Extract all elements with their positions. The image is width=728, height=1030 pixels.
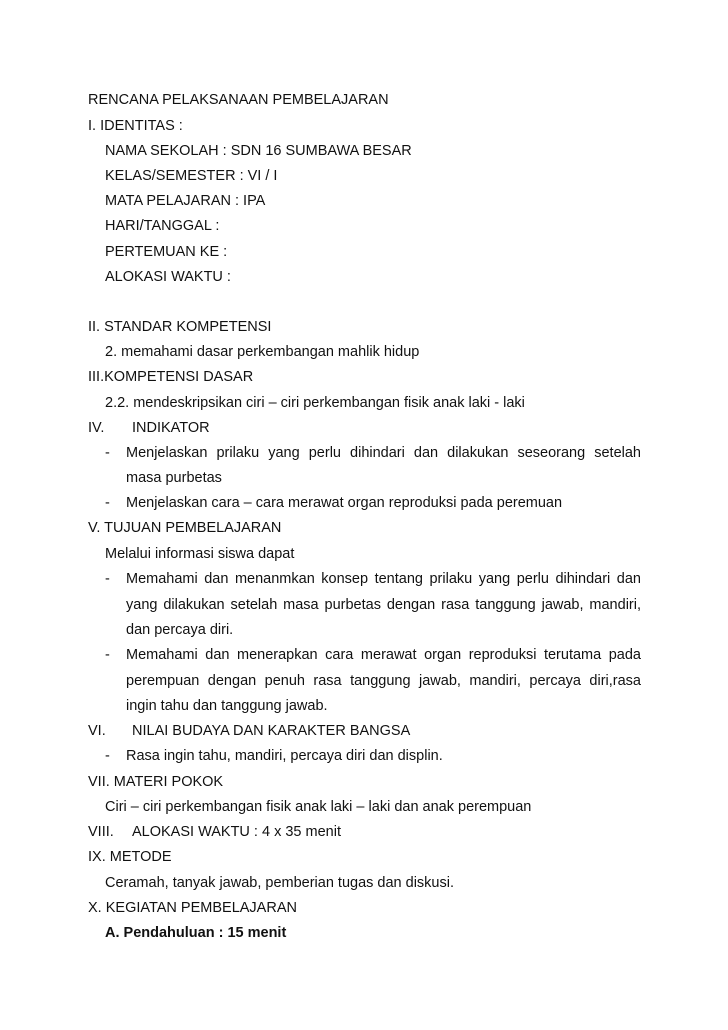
section-number-alokasi-waktu: VIII.: [88, 824, 114, 840]
indikator-item: Menjelaskan prilaku yang perlu dihindari dan dilakukan seseorang setelah: [126, 445, 641, 461]
kegiatan-subheading: A. Pendahuluan : 15 menit: [105, 925, 287, 941]
alokasi-waktu-text: ALOKASI WAKTU : 4 x 35 menit: [132, 824, 341, 840]
identitas-item: KELAS/SEMESTER : VI / I: [105, 168, 278, 184]
tujuan-intro: Melalui informasi siswa dapat: [105, 546, 295, 562]
list-dash: -: [105, 445, 110, 461]
tujuan-item-continuation: yang dilakukan setelah masa purbetas dengan rasa tanggung jawab, mandiri,: [126, 597, 641, 613]
tujuan-item-continuation: perempuan dengan penuh rasa tanggung jawab, mandiri, percaya diri,rasa: [126, 673, 641, 689]
list-dash: -: [105, 571, 110, 587]
section-heading-kompetensi-dasar: III.KOMPETENSI DASAR: [88, 369, 254, 385]
section-heading-nilai-budaya: NILAI BUDAYA DAN KARAKTER BANGSA: [132, 723, 411, 739]
list-dash: -: [105, 748, 110, 764]
identitas-item: ALOKASI WAKTU :: [105, 269, 231, 285]
document-title: RENCANA PELAKSANAAN PEMBELAJARAN: [88, 92, 389, 108]
list-dash: -: [105, 647, 110, 663]
identitas-item: HARI/TANGGAL :: [105, 218, 220, 234]
section-heading-kegiatan: X. KEGIATAN PEMBELAJARAN: [88, 900, 297, 916]
section-heading-indikator: INDIKATOR: [132, 420, 210, 436]
section-number-indikator: IV.: [88, 420, 105, 436]
list-dash: -: [105, 495, 110, 511]
tujuan-item: Memahami dan menanmkan konsep tentang prilaku yang perlu dihindari dan: [126, 571, 641, 587]
section-heading-tujuan: V. TUJUAN PEMBELAJARAN: [88, 520, 282, 536]
tujuan-item-continuation: ingin tahu dan tanggung jawab.: [126, 698, 328, 714]
indikator-item-continuation: masa purbetas: [126, 470, 222, 486]
identitas-item: PERTEMUAN KE :: [105, 244, 228, 260]
section-heading-identitas: I. IDENTITAS :: [88, 118, 183, 134]
section-heading-materi-pokok: VII. MATERI POKOK: [88, 774, 224, 790]
identitas-item: NAMA SEKOLAH : SDN 16 SUMBAWA BESAR: [105, 143, 412, 159]
identitas-item: MATA PELAJARAN : IPA: [105, 193, 266, 209]
materi-pokok-text: Ciri – ciri perkembangan fisik anak laki – laki dan anak perempuan: [105, 799, 532, 815]
section-number-nilai-budaya: VI.: [88, 723, 106, 739]
tujuan-item-continuation: dan percaya diri.: [126, 622, 234, 638]
tujuan-item: Memahami dan menerapkan cara merawat organ reproduksi terutama pada: [126, 647, 641, 663]
section-heading-standar-kompetensi: II. STANDAR KOMPETENSI: [88, 319, 272, 335]
kompetensi-dasar-text: 2.2. mendeskripsikan ciri – ciri perkembangan fisik anak laki - laki: [105, 395, 525, 411]
standar-kompetensi-text: 2. memahami dasar perkembangan mahlik hidup: [105, 344, 420, 360]
section-heading-metode: IX. METODE: [88, 849, 172, 865]
metode-text: Ceramah, tanyak jawab, pemberian tugas dan diskusi.: [105, 875, 454, 891]
indikator-item: Menjelaskan cara – cara merawat organ reproduksi pada peremuan: [126, 495, 563, 511]
nilai-budaya-text: Rasa ingin tahu, mandiri, percaya diri dan displin.: [126, 748, 443, 764]
